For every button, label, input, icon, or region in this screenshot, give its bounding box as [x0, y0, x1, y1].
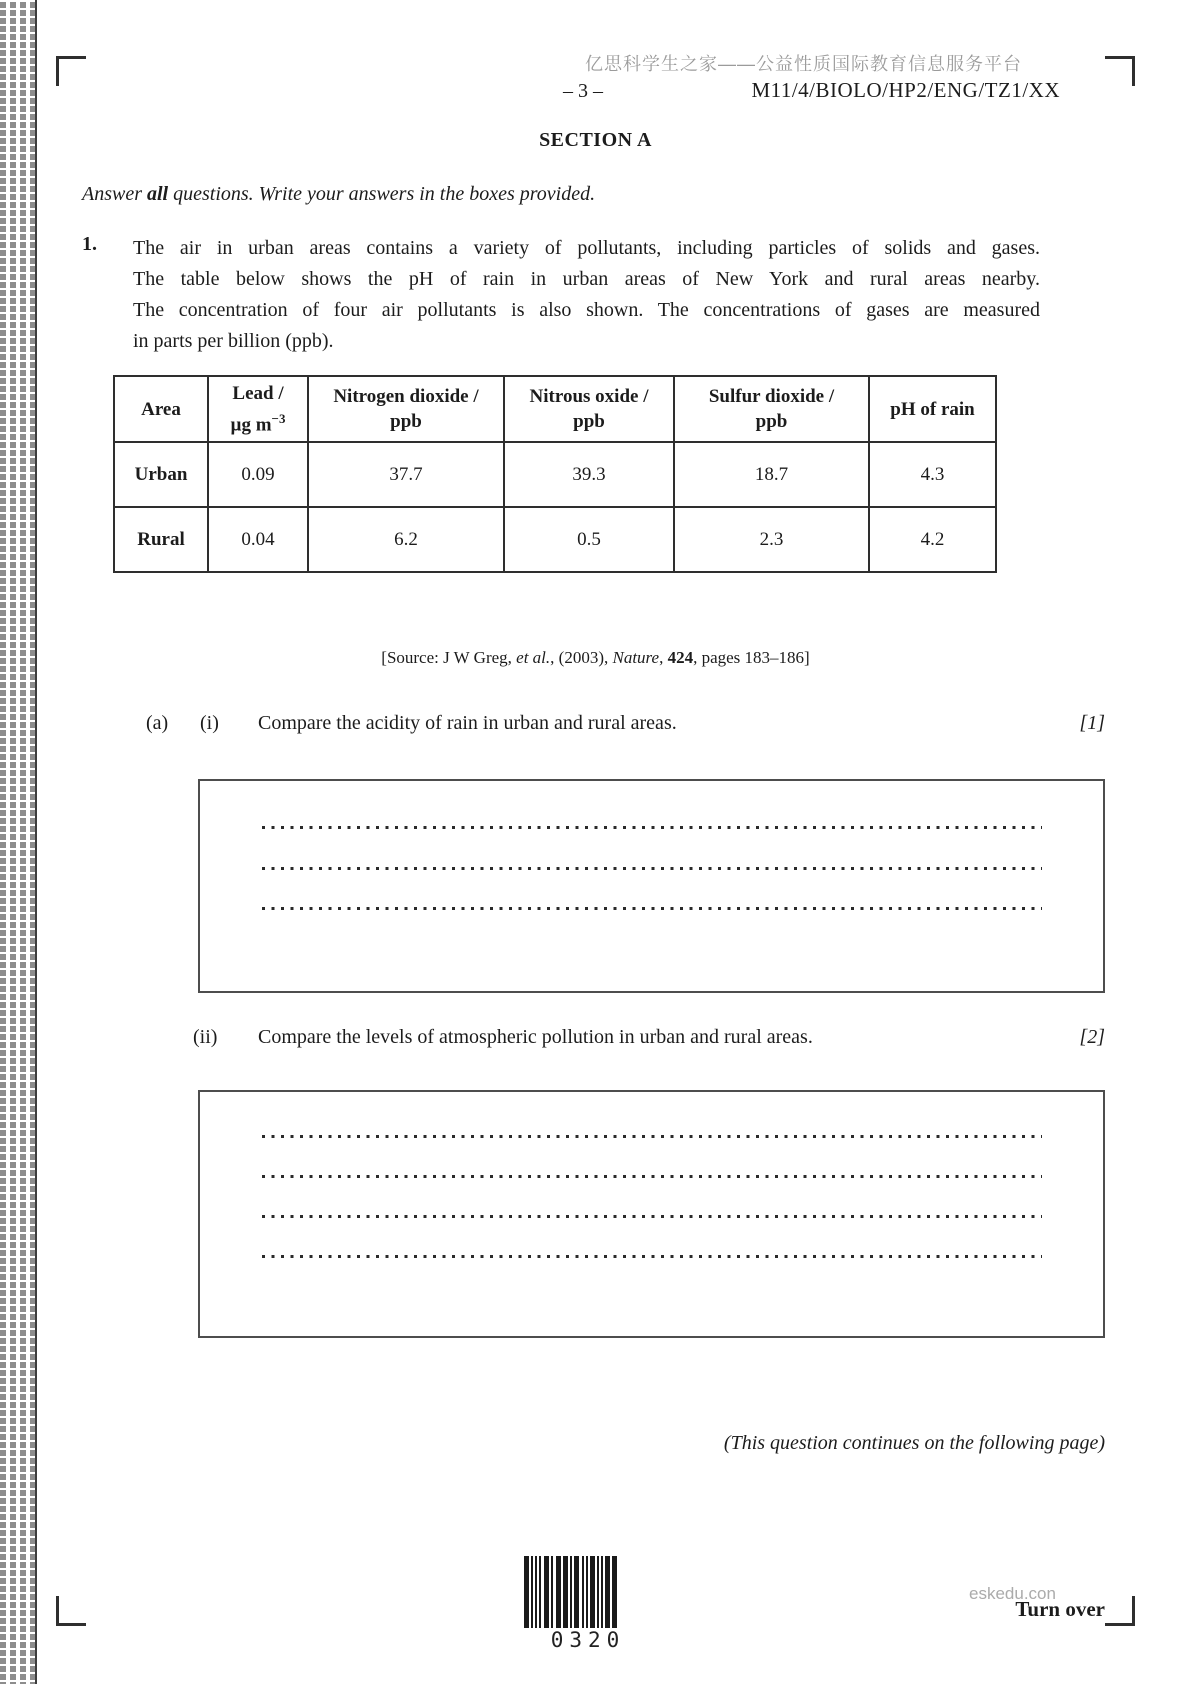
continuation-note: (This question continues on the following page) [723, 1432, 1105, 1454]
answer-line[interactable] [262, 1215, 1042, 1218]
column-header-lead: Lead / µg $m^{-3}$ [208, 376, 308, 442]
instructions-post: questions. Write your answers in the boxes provided. [168, 183, 596, 205]
rural-nitrogen-dioxide-value: 6.2 [308, 507, 504, 572]
question-1-line: The concentration of four air pollutants is also shown. The concentrations of gases are measured [133, 299, 1040, 321]
answer-line[interactable] [262, 1135, 1042, 1138]
section-instructions [82, 183, 595, 206]
exam-paper-code: M11/4/BIOLO/HP2/ENG/TZ1/XX [751, 78, 1060, 102]
column-header-nitrous-oxide: Nitrous oxide / ppb [504, 376, 674, 442]
pollutant-data-table [113, 375, 997, 573]
part-a-ii-marks: [2] [1079, 1026, 1105, 1048]
chinese-site-watermark: 亿思科学生之家——公益性质国际教育信息服务平台 [585, 54, 1022, 74]
part-a-ii-label: (ii) [193, 1026, 218, 1048]
column-header-nitrogen-dioxide: Nitrogen dioxide / ppb [308, 376, 504, 442]
barcode-number: 0320 [550, 1628, 626, 1652]
column-header-area: Area [114, 376, 208, 442]
question-1-line: in parts per billion (ppb). [133, 330, 334, 352]
table-header-row [114, 376, 996, 442]
row-label-rural: Rural [114, 507, 208, 572]
urban-nitrous-oxide-value: 39.3 [504, 442, 674, 507]
answer-line[interactable] [262, 1175, 1042, 1178]
question-1-number: 1. [82, 233, 97, 255]
turn-over-label: Turn over [1015, 1597, 1105, 1621]
column-header-sulfur-dioxide: Sulfur dioxide / ppb [674, 376, 869, 442]
part-a-label: (a) [146, 712, 169, 734]
answer-box-a-ii[interactable] [198, 1090, 1105, 1338]
rural-ph-value: 4.2 [869, 507, 996, 572]
table-row-rural [114, 507, 996, 572]
urban-sulfur-dioxide-value: 18.7 [674, 442, 869, 507]
rural-lead-value: 0.04 [208, 507, 308, 572]
part-a-i-marks: [1] [1079, 712, 1105, 734]
instructions-bold-all: all [147, 183, 169, 205]
urban-lead-value: 0.09 [208, 442, 308, 507]
part-a-i-label: (i) [200, 712, 219, 734]
question-1-line: The table below shows the pH of rain in urban areas of New York and rural areas nearby. [133, 268, 1040, 290]
table-row-urban [114, 442, 996, 507]
answer-line[interactable] [262, 907, 1042, 910]
column-header-ph-of-rain: pH of rain [869, 376, 996, 442]
urban-ph-value: 4.3 [869, 442, 996, 507]
part-a-ii-question: Compare the levels of atmospheric pollution in urban and rural areas. [258, 1026, 813, 1048]
corner-mark-top-right [1105, 56, 1135, 86]
answer-line[interactable] [262, 826, 1042, 829]
question-1-line: The air in urban areas contains a variety of pollutants, including particles of solids and gases. [133, 237, 1040, 259]
rural-nitrous-oxide-value: 0.5 [504, 507, 674, 572]
answer-line[interactable] [262, 867, 1042, 870]
source-citation: [Source: J W Greg, et al., (2003), Nature, 424, pages 183–186] [381, 648, 810, 667]
section-title: SECTION A [539, 129, 652, 151]
urban-nitrogen-dioxide-value: 37.7 [308, 442, 504, 507]
question-1-stem [133, 233, 1040, 357]
instructions-pre: Answer [82, 183, 147, 205]
site-watermark: eskedu.con [969, 1584, 1056, 1603]
corner-mark-bottom-right [1105, 1596, 1135, 1626]
answer-line[interactable] [262, 1255, 1042, 1258]
page-number: – 3 – [563, 80, 603, 102]
rural-sulfur-dioxide-value: 2.3 [674, 507, 869, 572]
part-a-i-question: Compare the acidity of rain in urban and rural areas. [258, 712, 677, 734]
row-label-urban: Urban [114, 442, 208, 507]
answer-box-a-i[interactable] [198, 779, 1105, 993]
